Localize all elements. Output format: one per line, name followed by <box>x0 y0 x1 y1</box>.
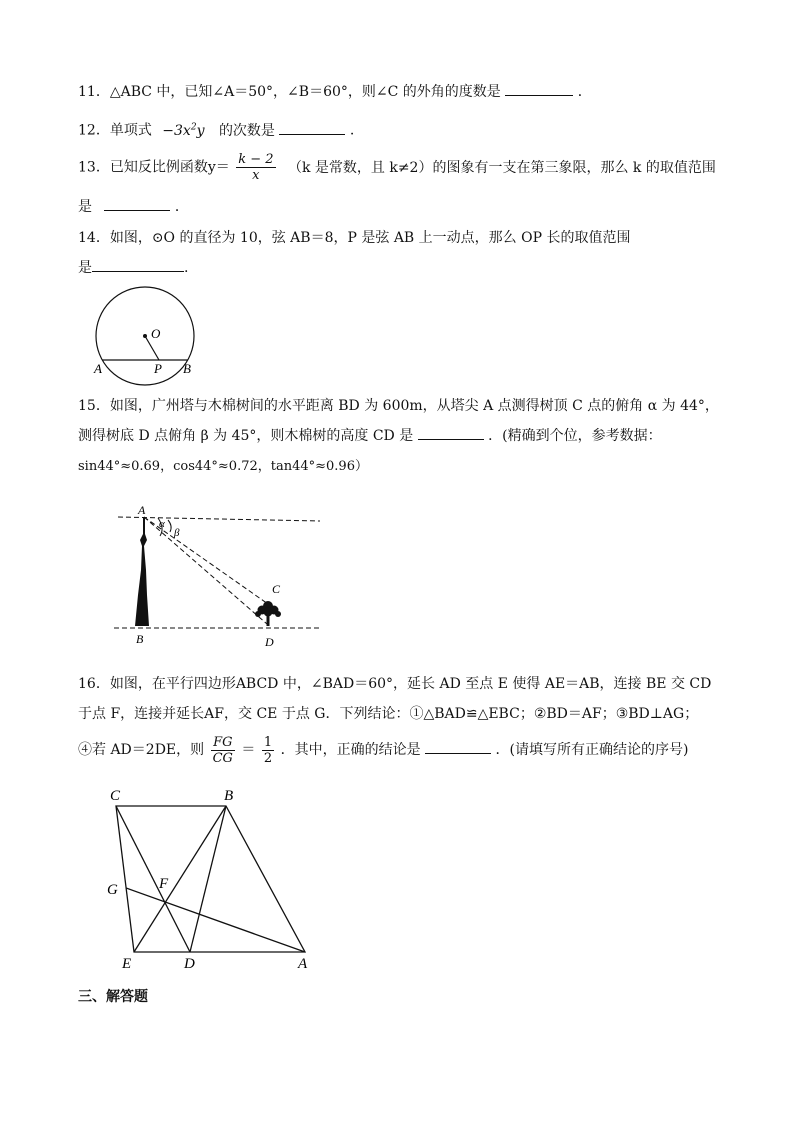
center-point-o <box>143 334 147 338</box>
segment-cd <box>116 806 190 952</box>
question-15-line3 <box>78 458 368 476</box>
question-14-line2 <box>78 259 188 277</box>
label-c: C <box>110 788 121 804</box>
angle-alpha-arc <box>168 520 171 532</box>
q14-line2-pre: 是 <box>78 260 92 276</box>
q12-answer-blank[interactable] <box>279 122 345 135</box>
q12-pre: 12．单项式 <box>78 122 152 139</box>
q15-line1: 15．如图，广州塔与木棉树间的水平距离 BD 为 600m，从塔尖 A 点测得树顶 C 点的俯角 α 为 44°， <box>78 398 719 414</box>
question-14 <box>78 229 630 247</box>
q11-text: 11．△ABC 中，已知∠A＝50°，∠B＝60°，则∠C 的外角的度数是 <box>78 84 501 100</box>
segment-be <box>134 806 226 952</box>
label-b: B <box>136 632 144 646</box>
q16-equals: ＝ <box>241 742 256 758</box>
label-a: A <box>298 956 308 972</box>
q15-line2-pre: 测得树底 D 点俯角 β 为 45°，则木棉树的高度 CD 是 <box>78 428 414 444</box>
label-b: B <box>224 788 234 804</box>
label-a: A <box>138 503 146 517</box>
question-16-line3 <box>78 733 688 767</box>
label-b: B <box>183 361 191 376</box>
q14-end: . <box>184 260 189 276</box>
segment-ag <box>126 888 305 952</box>
q14-circle-figure <box>86 286 206 390</box>
label-d: D <box>265 635 274 649</box>
label-g: G <box>107 882 118 898</box>
q16-fraction-fg-cg: $\frac{FG}{CG}$ <box>212 734 233 766</box>
q16-line3-post: ．其中，正确的结论是 <box>280 742 421 758</box>
q15-line3: sin44°≈0.69，cos44°≈0.72，tan44°≈0.96） <box>78 459 368 474</box>
q12-end: . <box>349 122 355 139</box>
q15-answer-blank[interactable] <box>418 427 484 440</box>
q11-answer-blank[interactable] <box>505 83 573 96</box>
q14-answer-blank[interactable] <box>92 259 184 272</box>
label-e: E <box>122 956 132 972</box>
segment-bd <box>190 806 226 952</box>
q16-parallelogram-figure <box>100 780 320 972</box>
q13-answer-blank[interactable] <box>104 198 170 211</box>
question-13-line2 <box>78 198 189 216</box>
label-c: C <box>272 582 281 596</box>
q16-fraction-half: $\frac{1}{2}$ <box>263 734 273 766</box>
q11-end: ． <box>577 84 592 100</box>
sight-line-ad <box>144 517 267 624</box>
q14-text: 14．如图，⊙O 的直径为 10，弦 AB＝8，P 是弦 AB 上一动点，那么 OP 长的取值范围 <box>78 230 631 246</box>
question-16-line2 <box>78 705 698 723</box>
q12-post: 的次数是 <box>218 122 275 139</box>
sight-line-ac <box>144 517 268 604</box>
q16-answer-blank[interactable] <box>425 741 491 754</box>
q16-line3-end: ．(请填写所有正确结论的序号) <box>495 742 689 758</box>
label-alpha: α <box>159 518 165 530</box>
q16-line2: 于点 F，连接并延长AF，交 CE 于点 G．下列结论：①△BAD≌△EBC；②BD＝AF；③BD⊥AG； <box>78 706 699 722</box>
tower-icon <box>135 517 149 626</box>
label-a: A <box>94 361 102 376</box>
question-13 <box>78 152 716 183</box>
q16-line1: 16．如图，在平行四边形ABCD 中，∠BAD＝60°，延长 AD 至点 E 使得 AE＝AB，连接 BE 交 CD <box>78 676 712 692</box>
q15-line2-post: ．(精确到个位，参考数据： <box>488 428 662 444</box>
q12-expression: $-3x^2y$ <box>162 122 205 139</box>
q15-tower-tree-figure <box>110 500 325 650</box>
q13-post: （k 是常数，且 k≠2）的图象有一支在第三象限，那么 k 的取值范围 <box>287 159 716 176</box>
q16-line3-pre: ④若 AD＝2DE，则 <box>78 742 205 758</box>
tree-icon <box>255 601 281 626</box>
question-16 <box>78 675 711 693</box>
question-15-line2 <box>78 427 662 445</box>
question-12 <box>78 118 354 140</box>
q13-fraction: $\frac{k - 2}{x}$ <box>238 152 274 183</box>
section-3-heading: 三、解答题 <box>78 989 148 1005</box>
label-o: O <box>151 326 161 341</box>
label-d: D <box>184 956 195 972</box>
label-beta: β <box>174 527 180 539</box>
label-f: F <box>159 876 169 892</box>
q13-end: ． <box>174 199 189 215</box>
question-11 <box>78 83 592 101</box>
outline <box>116 806 305 952</box>
label-p: P <box>154 361 162 376</box>
q13-line2-pre: 是 <box>78 199 92 215</box>
horizontal-line-a <box>118 517 320 521</box>
question-15 <box>78 397 719 415</box>
q13-pre: 13．已知反比例函数y＝ <box>78 159 230 176</box>
